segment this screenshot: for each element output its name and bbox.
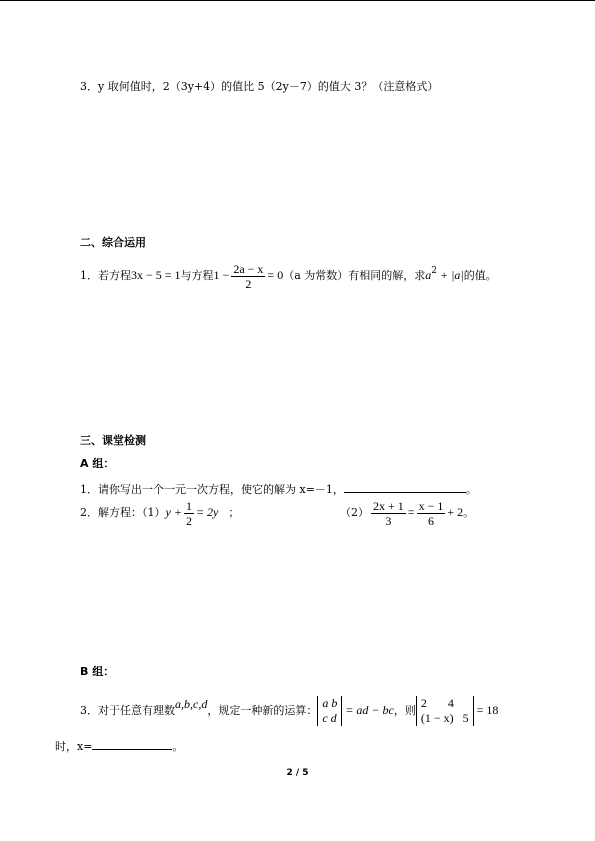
a2-eq1-numerator: 1	[185, 498, 192, 513]
a2-eq2-fraction-right	[417, 499, 446, 528]
a1-text: 1．请你写出一个一元一次方程，使它的解为 x=－1，	[80, 483, 344, 496]
a2-eq2-numerator-left: 2x + 1	[373, 498, 404, 513]
header-rule	[0, 0, 595, 1]
q1-after: （a 为常数）有相同的解，求	[283, 269, 426, 282]
b3-det-row-2: c d	[322, 711, 337, 725]
b3-end: 。	[172, 740, 184, 753]
q1-expr-exponent: 2	[431, 266, 437, 276]
group-a-question-1	[80, 480, 477, 497]
b3-det-row-1: a b	[322, 696, 338, 710]
q1-end: 的值。	[463, 269, 497, 282]
b3-variables: a,b,c,d	[175, 697, 208, 711]
question-3: 3．y 取何值时，2（3y+4）的值比 5（2y－7）的值大 3？（注意格式）	[80, 80, 439, 93]
a1-answer-blank	[344, 480, 466, 493]
b3-determinant-value	[416, 696, 474, 726]
a2-end: 。	[463, 506, 475, 519]
group-a-question-2-part-2	[340, 497, 474, 528]
q1-expr-rest: + |a|	[437, 268, 464, 282]
q1-mid: 与方程	[180, 269, 214, 282]
a2-eq2-equals: =	[407, 505, 415, 519]
section-2-heading: 二、综合运用	[80, 236, 146, 249]
a1-end: 。	[465, 483, 477, 496]
a2-eq2-tail: + 2	[447, 505, 464, 519]
group-b-label: B 组：	[80, 665, 115, 678]
q1-eq2-lead: 1 −	[213, 268, 230, 282]
q1-eq2-fraction	[231, 262, 265, 291]
b3-then: ，则	[393, 704, 416, 717]
a2-prefix: 2．解方程：（1）	[80, 506, 166, 519]
b3-determinant-definition	[317, 696, 342, 726]
b3-answer-blank	[92, 737, 172, 750]
b3-det2-row-1: 2 4	[420, 696, 454, 710]
q1-eq2-numerator: 2a − x	[233, 261, 264, 276]
a2-part2-label: （2）	[340, 506, 369, 519]
q1-eq2-denominator: 2	[245, 276, 252, 291]
a2-eq2-denominator-left: 3	[385, 513, 392, 528]
b3-det2-row-2: (1 − x) 5	[420, 711, 469, 725]
b3-result: = 18	[476, 703, 499, 717]
section-3-heading: 三、课堂检测	[80, 434, 146, 447]
q1-prefix: 1．若方程	[80, 269, 131, 282]
q1-eq2-tail: = 0	[267, 268, 284, 282]
a2-eq1-lead: y +	[165, 505, 182, 519]
a2-eq2-numerator-right: x − 1	[418, 498, 444, 513]
a2-eq2-fraction-left	[371, 499, 406, 528]
b3-line2-text: 时，x=	[55, 740, 93, 753]
a2-eq1-denominator: 2	[185, 513, 192, 528]
a2-eq1-fraction	[184, 499, 194, 528]
group-b-question-3-line-2	[55, 737, 183, 754]
group-a-label: A 组：	[80, 457, 115, 470]
b3-definition: = ad − bc	[345, 703, 394, 717]
q1-equation-1: 3x − 5 = 1	[131, 268, 181, 282]
q1-expr-base: a	[425, 268, 432, 282]
a2-separator: ；	[228, 506, 240, 519]
b3-prefix: 3．对于任意有理数	[80, 704, 175, 717]
a2-eq1-tail: = 2y	[195, 505, 219, 519]
b3-mid: ，规定一种新的运算：	[207, 704, 318, 717]
group-b-question-3	[80, 686, 498, 729]
group-a-question-2	[80, 497, 239, 528]
section-2-question-1	[80, 257, 497, 291]
a2-eq2-denominator-right: 6	[427, 513, 434, 528]
page-number: 2 / 5	[286, 768, 309, 778]
